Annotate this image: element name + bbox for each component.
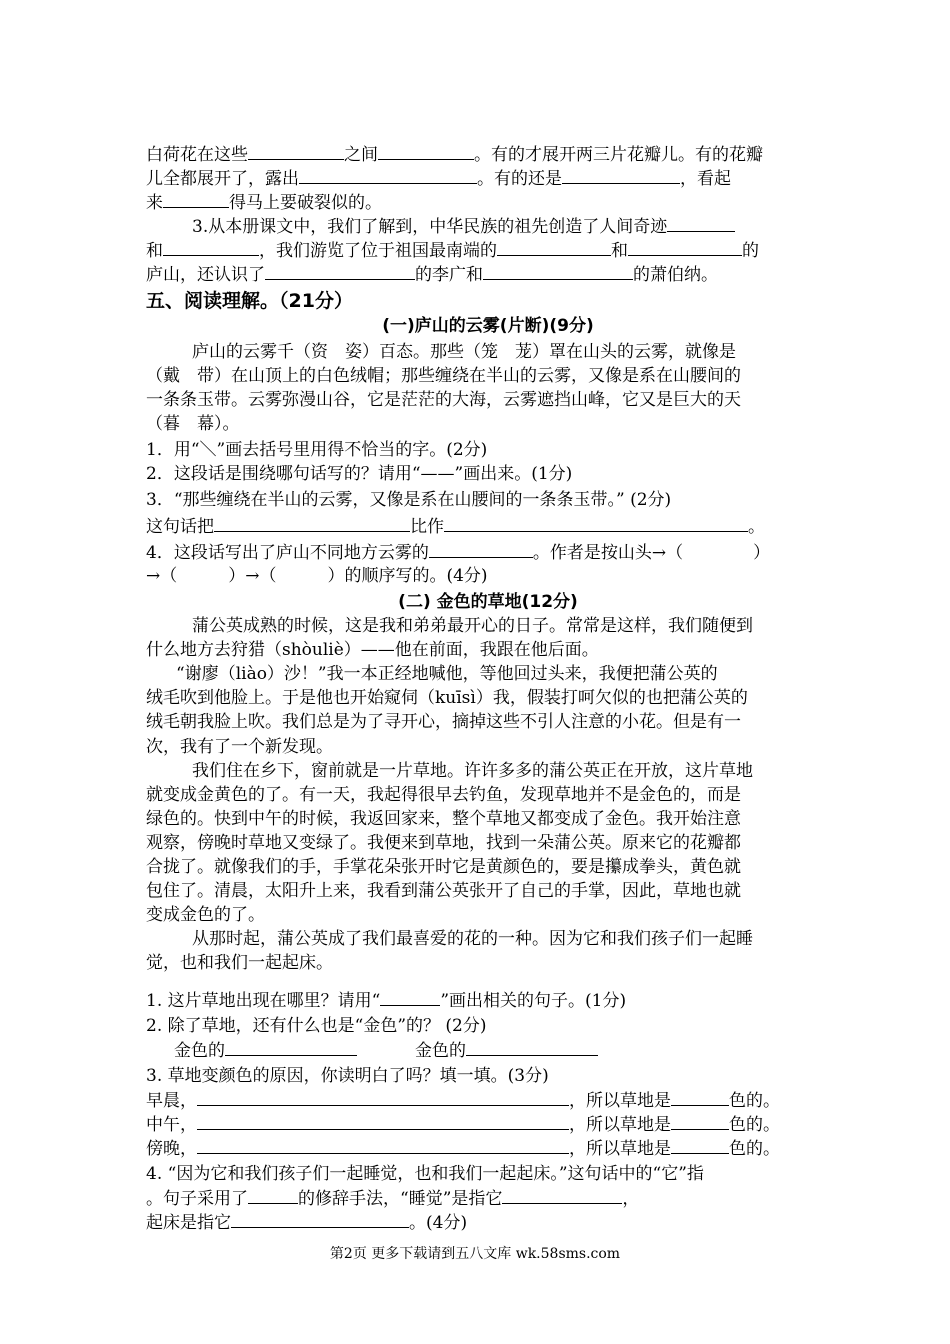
color-row: 傍晚， ，所以草地是 色的。: [146, 1136, 830, 1161]
question-1-3-answer: 这句话把 比作 。: [146, 514, 830, 539]
question-2-4-end: 起床是指它 。(4分): [146, 1210, 830, 1235]
passage-2-line: 绒毛朝我脸上吹。我们总是为了寻开心，摘掉这些不引人注意的小花。但是有一: [146, 712, 741, 733]
answer-blank[interactable]: [197, 1136, 569, 1154]
question-2-2-answer: 金色的 金色的: [146, 1038, 830, 1063]
fill-line-6: 庐山，还认识了 的李广和 的萧伯纳。: [146, 262, 830, 287]
question-2-3: 3. 草地变颜色的原因，你读明白了吗？填一填。(3分): [146, 1066, 549, 1086]
answer-blank[interactable]: [225, 1038, 357, 1056]
passage-2-line: 蒲公英成熟的时候，这是我和弟弟最开心的日子。常常是这样，我们随便到: [192, 616, 753, 636]
answer-blank[interactable]: [502, 1186, 622, 1204]
passage-2-line: 绒毛吹到他脸上。于是他也开始窥伺（kuīsì）我，假装打呵欠似的也把蒲公英的: [146, 688, 748, 709]
passage-1-line: （暮 幕）。: [146, 414, 240, 434]
color-row: 早晨， ，所以草地是 色的。: [146, 1088, 830, 1113]
question-2-4: 4. “因为它和我们孩子们一起睡觉，也和我们一起起床。”这句话中的“它”指: [146, 1164, 704, 1184]
answer-blank[interactable]: [197, 1088, 569, 1106]
answer-blank[interactable]: [299, 166, 477, 184]
answer-blank[interactable]: [562, 166, 680, 184]
answer-blank[interactable]: [380, 988, 440, 1006]
answer-blank[interactable]: [248, 1186, 298, 1204]
passage-2-line: 绿色的。快到中午的时候，我返回家来，整个草地又都变成了金色。我开始注意: [146, 808, 741, 829]
passage-2-line: 观察，傍晚时草地又变绿了。我便来到草地，找到一朵蒲公英。原来它的花瓣都: [146, 832, 741, 853]
passage-1-line: （戴 带）在山顶上的白色绒帽；那些缠绕在半山的云雾，又像是系在山腰间的: [146, 366, 741, 386]
question-1-4: 4．这段话写出了庐山不同地方云雾的 。作者是按山头→（ ）: [146, 540, 830, 565]
fill-line-4: 3.从本册课文中，我们了解到，中华民族的祖先创造了人间奇迹: [146, 214, 830, 239]
question-1-4-cont: →（ ）→（ ）的顺序写的。(4分): [146, 566, 488, 586]
answer-blank[interactable]: [248, 142, 344, 160]
question-2-2: 2. 除了草地，还有什么也是“金色”的？ (2分): [146, 1016, 487, 1036]
answer-blank[interactable]: [214, 514, 410, 532]
answer-blank[interactable]: [483, 262, 633, 280]
answer-blank[interactable]: [628, 238, 742, 256]
passage-2-line: 变成金色的了。: [146, 905, 265, 926]
answer-blank[interactable]: [671, 1136, 729, 1154]
page-footer: 第2页 更多下载请到五八文库 wk.58sms.com: [329, 1246, 621, 1262]
passage-2-line: 合拢了。就像我们的手，手掌花朵张开时它是黄颜色的，要是攥成拳头，黄色就: [146, 857, 741, 877]
answer-blank[interactable]: [265, 262, 415, 280]
passage-1-line: 庐山的云雾千（资 姿）百态。那些（笼 茏）罩在山头的云雾，就像是: [192, 342, 736, 362]
passage-2-line: 我们住在乡下，窗前就是一片草地。许许多多的蒲公英正在开放，这片草地: [192, 760, 753, 781]
passage-1-line: 一条条玉带。云雾弥漫山谷，它是茫茫的大海，云雾遮挡山峰，它又是巨大的天: [146, 390, 741, 410]
question-1-3: 3．“那些缠绕在半山的云雾，又像是系在山腰间的一条条玉带。” (2分): [146, 490, 672, 510]
question-1-1: 1．用“＼”画去括号里用得不恰当的字。(2分): [146, 440, 488, 460]
answer-blank[interactable]: [429, 540, 533, 558]
section-title: 五、阅读理解。（21分）: [146, 290, 353, 312]
answer-blank[interactable]: [667, 214, 735, 232]
fill-line-1: 白荷花在这些 之间 。有的才展开两三片花瓣儿。有的花瓣: [146, 142, 830, 167]
answer-blank[interactable]: [671, 1112, 729, 1130]
passage-2-line: 觉，也和我们一起起床。: [146, 953, 333, 974]
passage-2-line: 包住了。清晨，太阳升上来，我看到蒲公英张开了自己的手掌，因此，草地也就: [146, 881, 741, 902]
passage-2-line: 从那时起，蒲公英成了我们最喜爱的花的一种。因为它和我们孩子们一起睡: [192, 929, 753, 950]
answer-blank[interactable]: [444, 514, 748, 532]
answer-blank[interactable]: [378, 142, 474, 160]
answer-blank[interactable]: [197, 1112, 569, 1130]
fill-line-5: 和 ，我们游览了位于祖国最南端的 和 的: [146, 238, 830, 263]
answer-blank[interactable]: [497, 238, 611, 256]
answer-blank[interactable]: [231, 1210, 409, 1228]
passage-2-line: 次，我有了一个新发现。: [146, 736, 333, 757]
question-2-4-cont: 。句子采用了 的修辞手法，“睡觉”是指它 ，: [146, 1186, 830, 1211]
fill-line-3: 来 得马上要破裂似的。: [146, 190, 830, 215]
question-2-1: 1. 这片草地出现在哪里？请用“ ”画出相关的句子。(1分): [146, 988, 830, 1013]
passage-2-line: 什么地方去狩猎（shòuliè）——他在前面，我跟在他后面。: [146, 640, 599, 661]
answer-blank[interactable]: [163, 190, 229, 208]
passage-1-title: (一)庐山的云雾(片断)(9分): [382, 316, 594, 336]
answer-blank[interactable]: [671, 1088, 729, 1106]
color-row: 中午， ，所以草地是 色的。: [146, 1112, 830, 1137]
answer-blank[interactable]: [466, 1038, 598, 1056]
answer-blank[interactable]: [163, 238, 259, 256]
passage-2-line: “谢廖（liào）沙！”我一本正经地喊他，等他回过头来，我便把蒲公英的: [176, 664, 718, 685]
question-1-2: 2．这段话是围绕哪句话写的？请用“——”画出来。(1分): [146, 464, 573, 484]
passage-2-line: 就变成金黄色的了。有一天，我起得很早去钓鱼，发现草地并不是金色的，而是: [146, 784, 741, 805]
fill-line-2: 儿全都展开了，露出 。有的还是 ，看起: [146, 166, 830, 191]
passage-2-title: (二) 金色的草地(12分): [398, 592, 578, 612]
